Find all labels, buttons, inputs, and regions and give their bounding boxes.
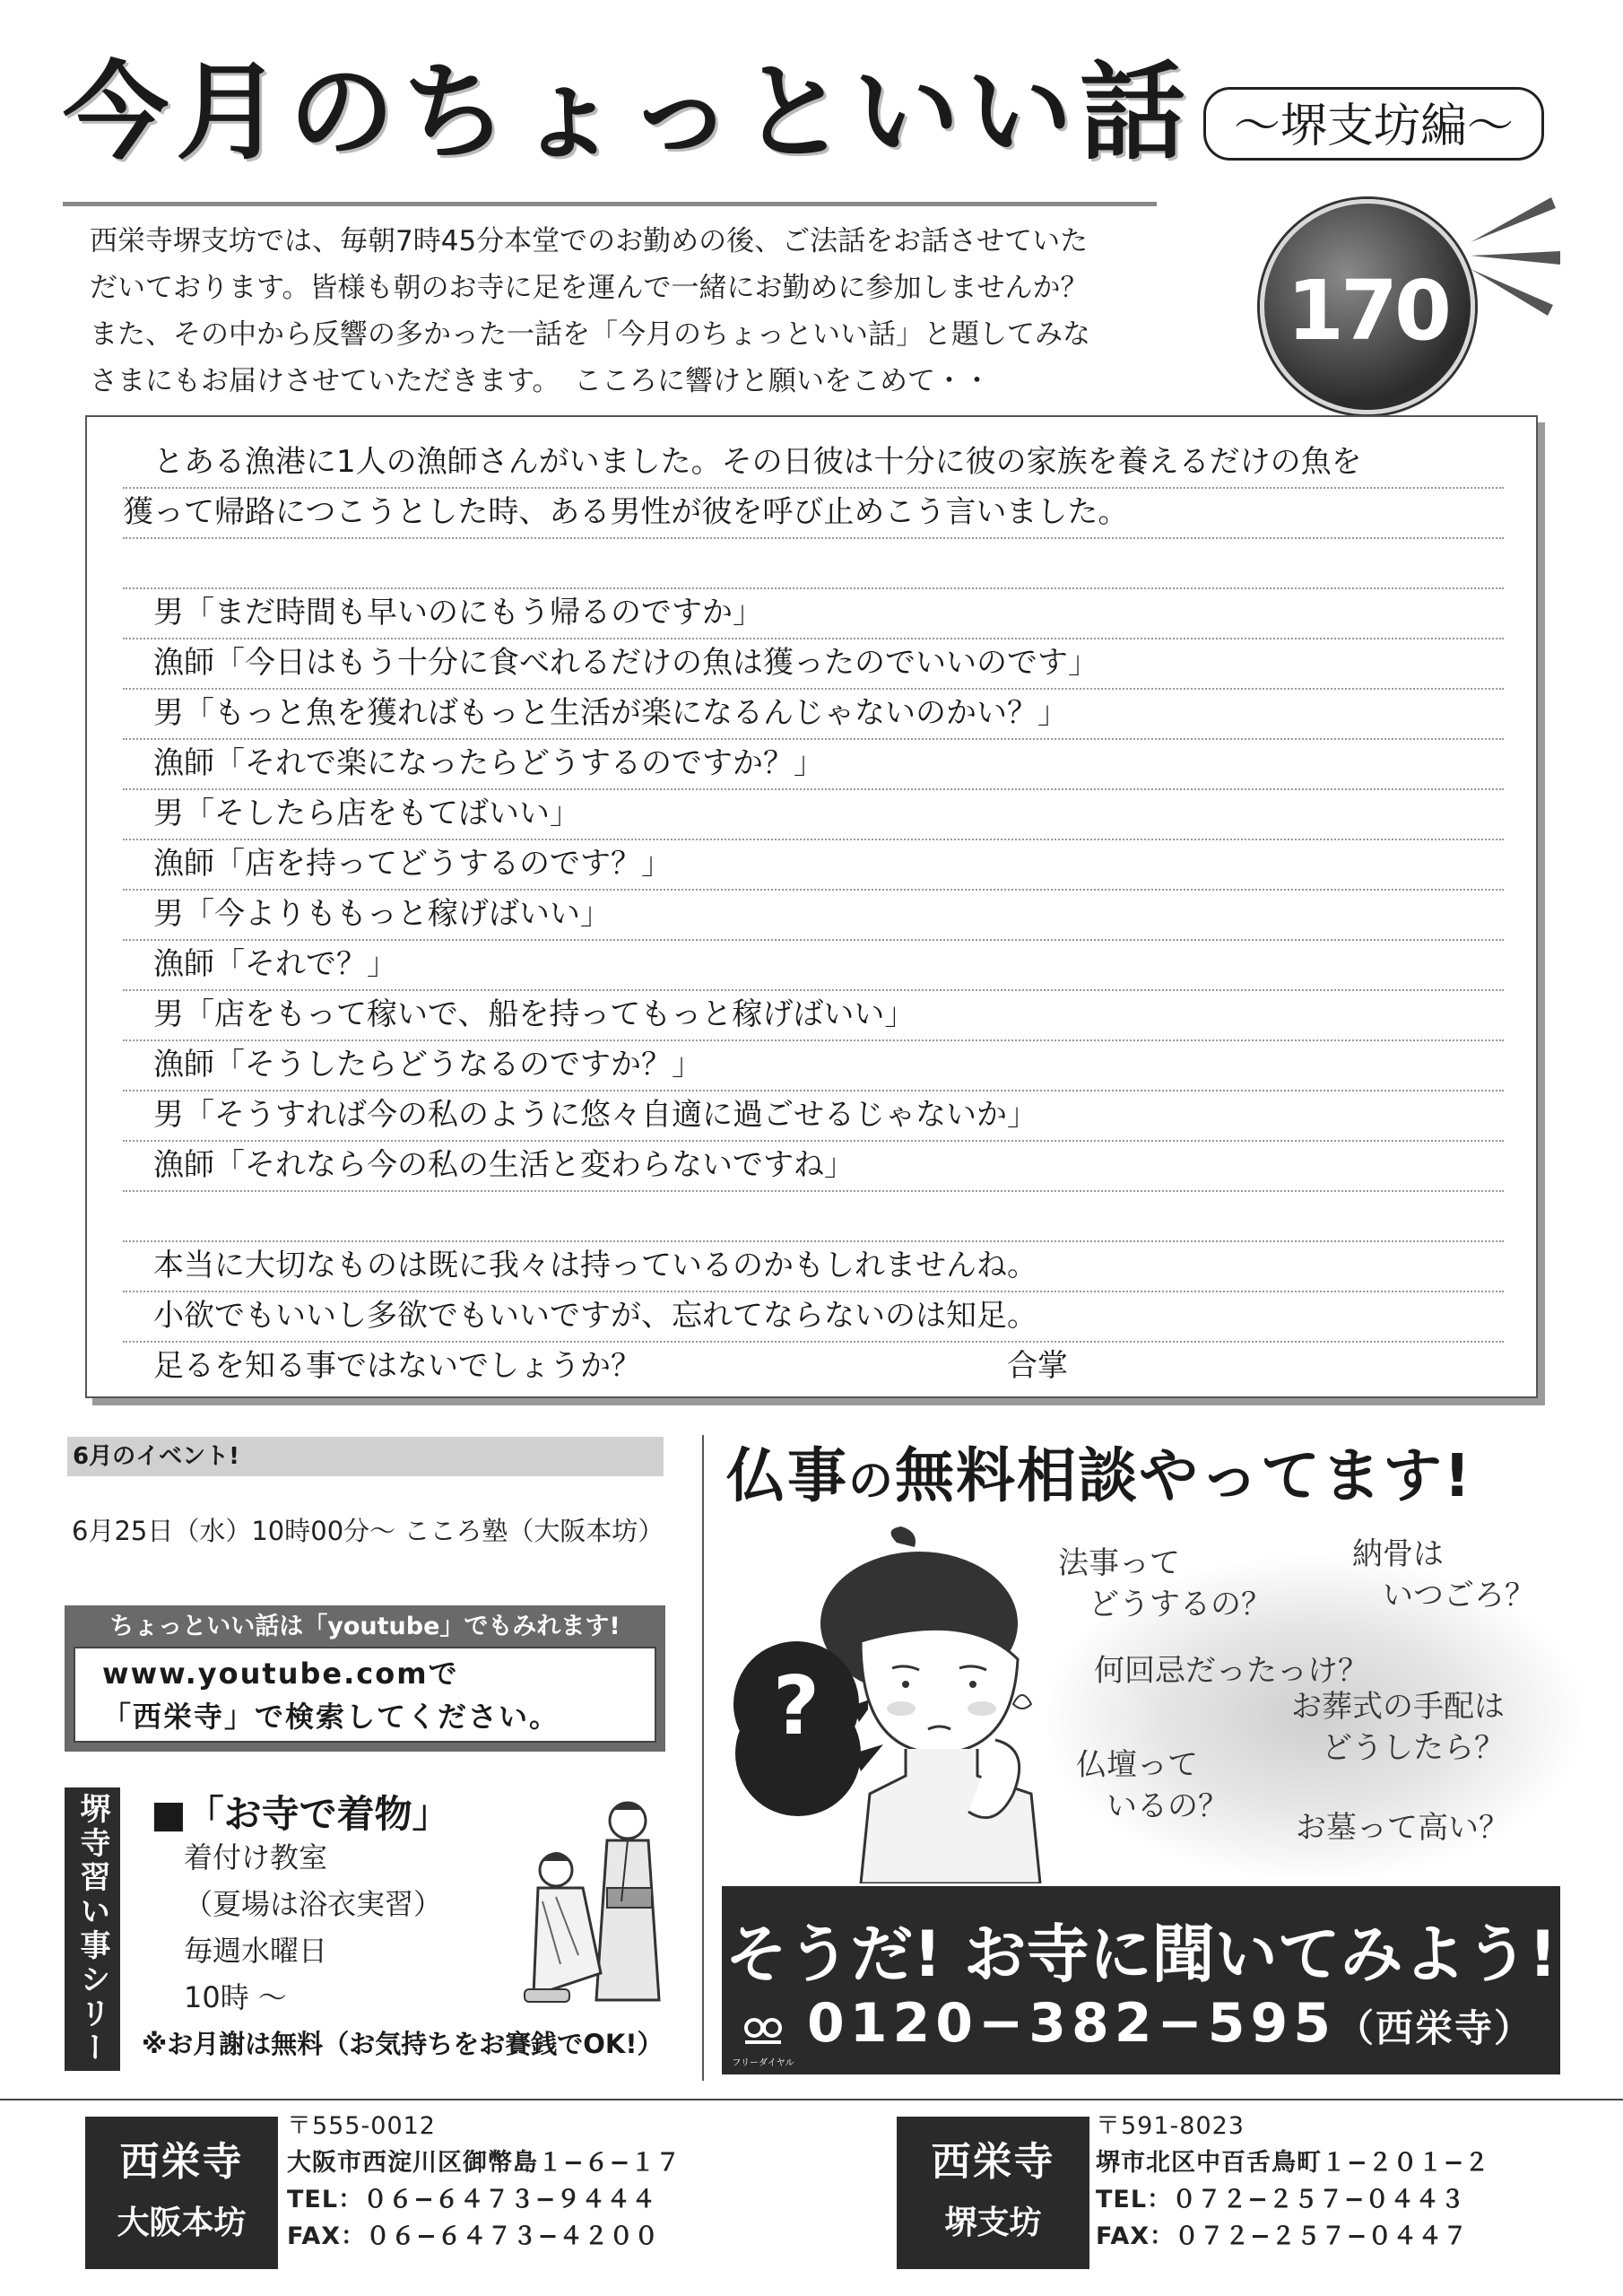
free-dial-icon (743, 2012, 783, 2051)
branch-name: 大阪本坊 (117, 2205, 247, 2241)
phone-number[interactable]: 0120−382−595 (807, 1992, 1337, 2055)
lesson-details (184, 1834, 442, 2021)
sakai-address-block (1096, 2108, 1489, 2255)
question-bubble: お葬式の手配は どうしたら？ (1291, 1689, 1505, 1766)
story-box (85, 415, 1538, 1398)
branch-name: 堺支坊 (944, 2205, 1042, 2241)
zip-code: 〒591-8023 (1096, 2112, 1245, 2140)
question-bubble: 納骨は いつごろ？ (1352, 1536, 1535, 1613)
burst-rays-icon (1471, 188, 1560, 323)
story-line: 漁師「それなら今の私の生活と変わらないですね」 (123, 1140, 1504, 1192)
story-line: 足るを知る事ではないでしょうか？ 合掌 (123, 1348, 1068, 1384)
story-line: 男「まだ時間も早いのにもう帰るのですか」 (123, 587, 1504, 639)
osaka-branch-box (85, 2117, 278, 2269)
story-line: 獲って帰路につこうとした時、ある男性が彼を呼び止めこう言いました。 (123, 487, 1504, 539)
osaka-address-block (287, 2108, 681, 2255)
youtube-url[interactable]: www.youtube.comで (102, 1657, 459, 1691)
lesson-title: ■「お寺で着物」 (151, 1792, 450, 1836)
consult-title-a: 仏事 (726, 1441, 848, 1510)
story-line (123, 1190, 1504, 1242)
story-line (123, 537, 1504, 589)
series-label: 堺寺習い事シリーズ (65, 1787, 120, 2071)
story-line: 男「もっと魚を獲ればもっと生活が楽になるんじゃないのかい？」 (123, 688, 1504, 740)
intro-text (90, 218, 1166, 404)
youtube-instructions (74, 1647, 656, 1743)
story-line: 漁師「そうしたらどうなるのですか？」 (123, 1039, 1504, 1091)
story-line: 漁師「店を持ってどうするのです？」 (123, 839, 1504, 891)
question-bubble: 何回忌だったっけ？ (1094, 1653, 1368, 1689)
tel-number[interactable]: TEL：０７２−２５７−０４４３ (1096, 2186, 1466, 2213)
story-line: 男「今よりももっと稼げばいい」 (123, 889, 1504, 941)
column-divider (702, 1435, 704, 2081)
kimono-illustration (507, 1785, 686, 2009)
story-line: とある漁港に1人の漁師さんがいました。その日彼は十分に彼の家族を養えるだけの魚を (123, 437, 1504, 489)
youtube-search-hint: 「西栄寺」で検索してください。 (102, 1700, 560, 1734)
consult-title (726, 1428, 1578, 1513)
story-line: 漁師「今日はもう十分に食べれるだけの魚は獲ったのでいいのです」 (123, 638, 1504, 690)
banner-headline: そうだ! お寺に聞いてみよう! (725, 1918, 1558, 1991)
lesson-line: 着付け教室 (184, 1840, 328, 1874)
question-mark-glyph: ? (772, 1659, 820, 1753)
youtube-box (65, 1605, 665, 1752)
events-heading: 6月のイベント! (67, 1437, 664, 1476)
story-line: 男「店をもって稼いで、船を持ってもっと稼げばいい」 (123, 989, 1504, 1041)
page-title: 今月のちょっといい話 (63, 50, 1193, 174)
lesson-line: 毎週水曜日 (184, 1934, 328, 1968)
zip-code: 〒555-0012 (287, 2112, 436, 2140)
story-line: 本当に大切なものは既に我々は持っているのかもしれませんね。 (123, 1240, 1504, 1292)
question-bubble: 法事って どうするの？ (1058, 1545, 1271, 1622)
title-underline (63, 202, 1157, 206)
story-line: 小欲でもいいし多欲でもいいですが、忘れてならないのは知足。 (123, 1291, 1504, 1343)
phone-suffix: （西栄寺） (1336, 2006, 1534, 2050)
event-item: 6月25日（水）10時00分〜 こころ塾（大阪本坊） (72, 1516, 664, 1546)
issue-badge: 170 (1260, 199, 1475, 414)
consult-title-c: 無料相談やってます! (895, 1441, 1473, 1510)
sakai-branch-box (897, 2117, 1089, 2269)
lesson-line: 10時 〜 (184, 1980, 287, 2014)
street-address: 大阪市西淀川区御幣島１−６−１７ (287, 2149, 681, 2177)
edition-label: 〜堺支坊編〜 (1203, 87, 1544, 161)
story-line: 漁師「それで？」 (123, 939, 1504, 991)
question-bubble: 仏壇って いるの？ (1076, 1747, 1228, 1824)
tel-number[interactable]: TEL：０６−６４７３−９４４４ (287, 2186, 657, 2213)
temple-name: 西栄寺 (931, 2139, 1055, 2185)
story-line: 漁師「それで楽になったらどうするのですか？」 (123, 738, 1504, 790)
consult-title-b: の (848, 1455, 895, 1507)
lesson-fee-note: ※お月謝は無料（お気持ちをお賽銭でOK!） (142, 2029, 664, 2059)
footer-rule (0, 2099, 1623, 2100)
temple-name: 西栄寺 (119, 2139, 244, 2185)
phone-banner (722, 1886, 1560, 2074)
story-line: 男「そうすれば今の私のように悠々自適に過ごせるじゃないか」 (123, 1090, 1504, 1142)
phone-line (807, 1992, 1533, 2055)
lesson-line: （夏場は浴衣実習） (184, 1887, 443, 1921)
free-dial-label: フリーダイヤル (732, 2058, 794, 2068)
fax-number: FAX：０７２−２５７−０４４７ (1096, 2222, 1469, 2250)
intro-line: 西栄寺堺支坊では、毎朝7時45分本堂でのお勤めの後、ご法話をお話させていた (90, 225, 1089, 257)
story-line: 男「そしたら店をもてばいい」 (123, 788, 1504, 840)
youtube-heading: ちょっといい話は「youtube」でもみれます! (109, 1613, 621, 1640)
intro-line: また、その中から反響の多かった一話を「今月のちょっといい話」と題してみな (90, 318, 1090, 351)
fax-number: FAX：０６−６４７３−４２００ (287, 2222, 660, 2250)
question-bubble: お墓って高い？ (1296, 1810, 1509, 1846)
street-address: 堺市北区中百舌鳥町１−２０１−２ (1096, 2149, 1490, 2177)
intro-line: さまにもお届けさせていただきます。 こころに響けと願いをこめて・・ (90, 365, 992, 397)
intro-line: だいております。皆様も朝のお寺に足を運んで一緒にお勤めに参加しませんか？ (90, 272, 1089, 304)
